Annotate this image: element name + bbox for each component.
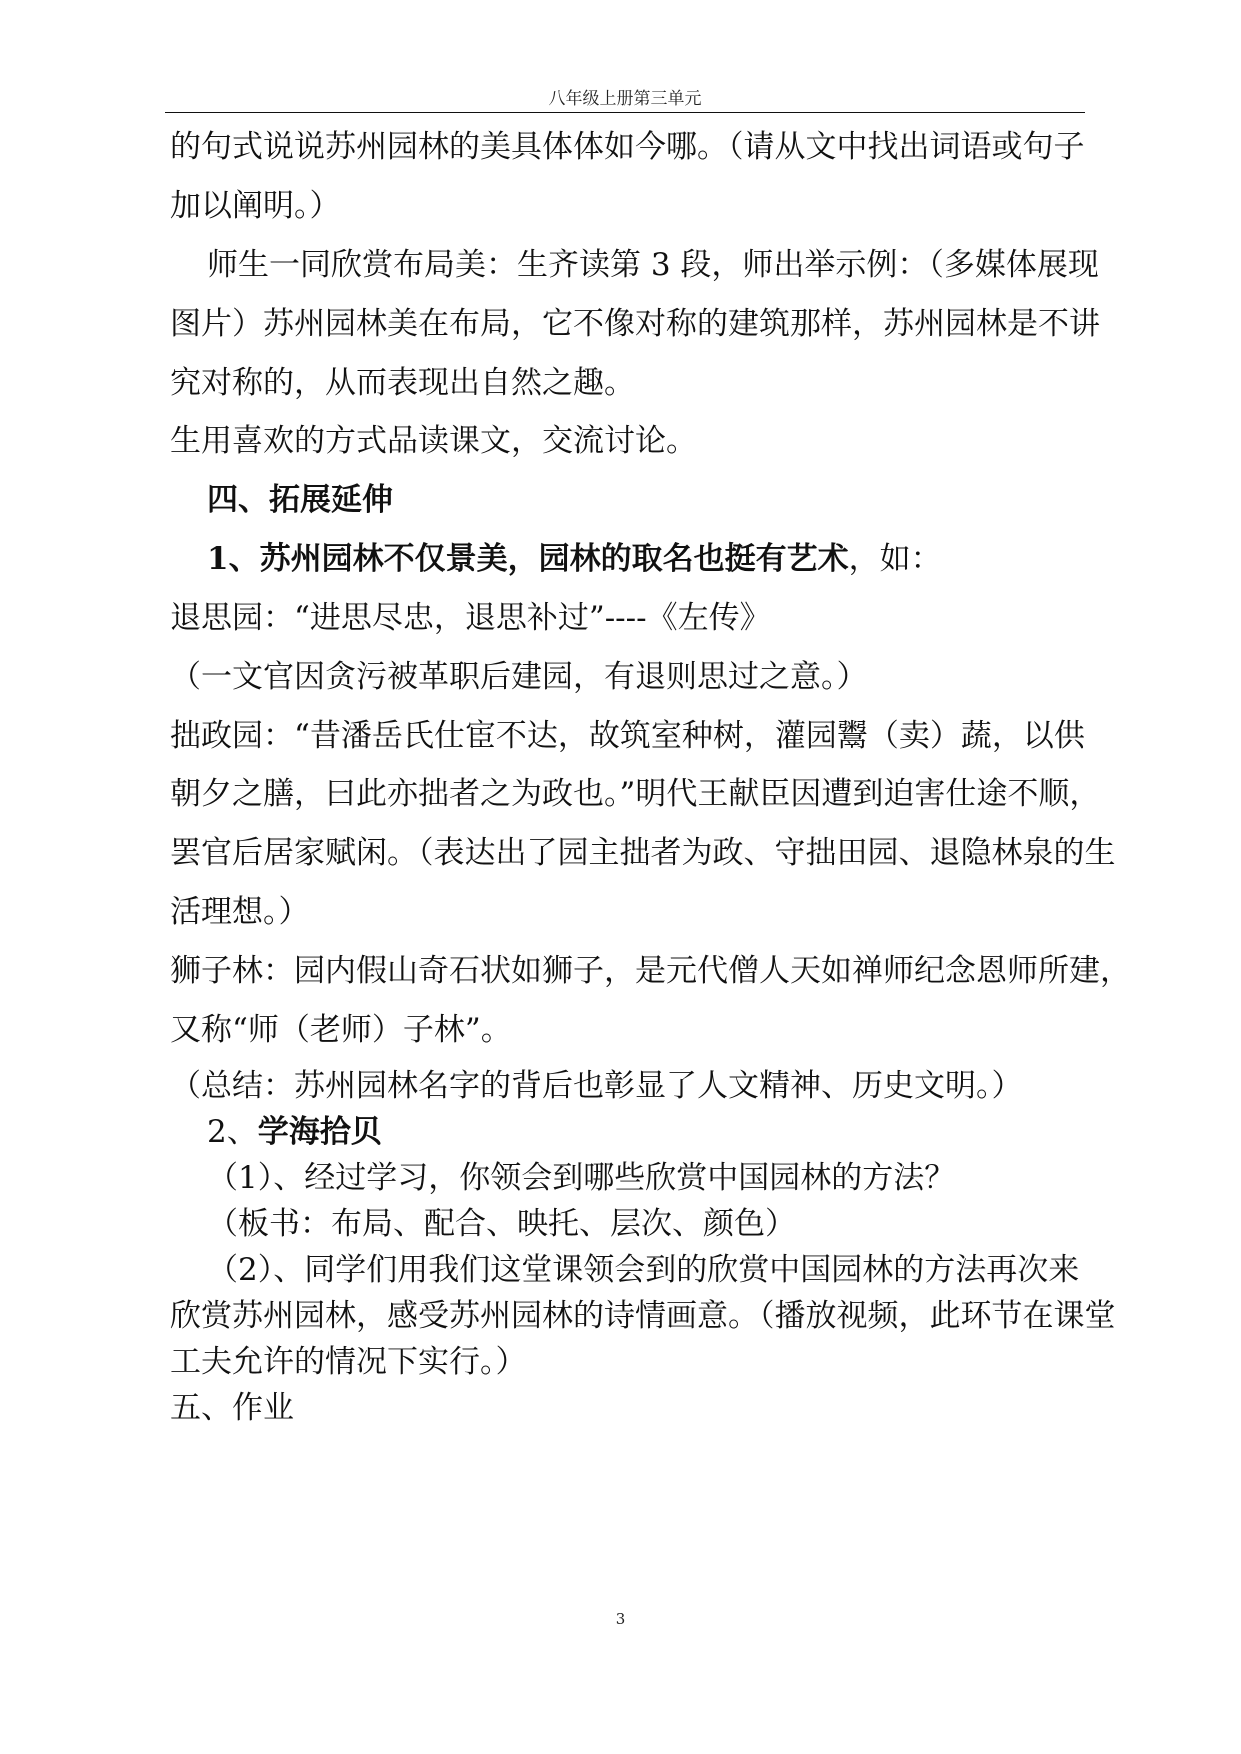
subheading: 1、苏州园林不仅景美，园林的取名也挺有艺术 <box>207 541 849 577</box>
text-line: 究对称的，从而表现出自然之趣。 <box>170 365 635 401</box>
page-number: 3 <box>615 1610 626 1628</box>
text-line: 朝夕之膳，曰此亦拙者之为政也。”明代王献臣因遭到迫害仕途不顺， <box>170 776 1101 812</box>
text-line: 拙政园：“昔潘岳氏仕宦不达，故筑室种树，灌园鬻（卖）蔬，以供 <box>170 718 1085 754</box>
text-line: （板书：布局、配合、映托、层次、颜色） <box>207 1206 796 1242</box>
text-line: 加以阐明。） <box>170 188 341 224</box>
text-line: 退思园：“进思尽忠，退思补过”----《左传》 <box>170 600 771 636</box>
text-line: 狮子林：园内假山奇石状如狮子，是元代僧人天如禅师纪念恩师所建， <box>170 953 1131 989</box>
text-line: 的句式说说苏州园林的美具体体如今哪。（请从文中找出词语或句子 <box>170 129 1085 165</box>
subheading: 学海拾贝 <box>257 1114 382 1150</box>
text-line: 罢官后居家赋闲。（表达出了园主拙者为政、守拙田园、退隐林泉的生 <box>170 835 1116 871</box>
text-line: 欣赏苏州园林，感受苏州园林的诗情画意。（播放视频，此环节在课堂 <box>170 1298 1116 1334</box>
text-line: （1）、经过学习，你领会到哪些欣赏中国园林的方法？ <box>207 1160 956 1196</box>
list-number: 2、 <box>207 1114 258 1150</box>
section-heading: 四、拓展延伸 <box>207 482 393 518</box>
text-line: 生用喜欢的方式品读课文，交流讨论。 <box>170 423 697 459</box>
text-line: 活理想。） <box>170 894 310 930</box>
text-line: 师生一同欣赏布局美：生齐读第 3 段，师出举示例：（多媒体展现 <box>207 247 1099 283</box>
page-header: 八年级上册第三单元 <box>548 89 702 109</box>
text-line <box>207 539 1117 579</box>
text-line <box>207 1112 1117 1152</box>
text-line: 五、作业 <box>170 1390 294 1426</box>
text-line: 工夫允许的情况下实行。） <box>170 1344 527 1380</box>
text-line: 又称“师（老师）子林”。 <box>170 1012 512 1048</box>
header-rule <box>165 112 1085 113</box>
text-line: （一文官因贪污被革职后建园，有退则思过之意。） <box>170 659 868 695</box>
text-line: （2）、同学们用我们这堂课领会到的欣赏中国园林的方法再次来 <box>207 1252 1080 1288</box>
text-line: （总结：苏州园林名字的背后也彰显了人文精神、历史文明。） <box>170 1068 1023 1104</box>
text-fragment: ，如： <box>848 541 942 577</box>
text-line: 图片）苏州园林美在布局，它不像对称的建筑那样，苏州园林是不讲 <box>170 306 1100 342</box>
